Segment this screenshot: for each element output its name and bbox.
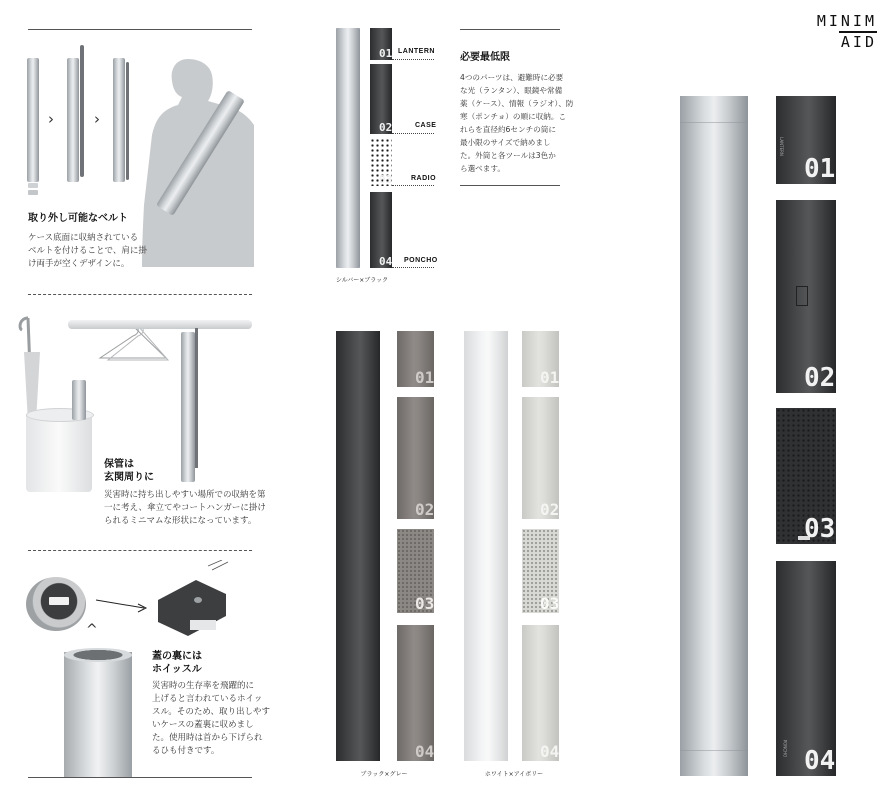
storage-title: 保管は 玄関周りに [104,459,154,483]
hanging-strap [195,328,198,468]
whistle-body: 災害時の生存率を飛躍的に 上げると言われているホイッ スル。そのため、取り出しやす いケースの蓋裏に収めまし た。使用時は首から下げられ るひも付きです。 [152,681,270,756]
tube-open-top [64,652,132,777]
belt-body: ケース底面に収納されている ベルトを付けることで、肩に掛 け両手が空くデザインに。 [28,233,147,269]
belt-strap-1 [80,45,84,177]
part-ivory-01: 01 [522,331,559,387]
part-lantern: 01 [370,28,392,60]
large-part-lantern: LANTERN 01 [776,96,836,184]
umbrella-stand [26,414,92,492]
part-ivory-04: 04 [522,625,559,761]
tube-hanging [181,332,195,482]
label-case: CASE [415,122,437,129]
tube-black [336,331,380,761]
coat-hanger-icon [96,324,170,364]
tube-silver [336,28,360,268]
part-poncho: 04 [370,192,392,268]
up-arrow: ^ [86,622,98,638]
part-case: 02 [370,64,392,134]
brand-logo [815,12,877,51]
part-grey-04: 04 [397,625,434,761]
part-grey-01: 01 [397,331,434,387]
brand-line-2: AID [840,33,877,51]
brand-line-1: MINIM [816,12,877,30]
leader-radio [392,185,434,186]
belt-strap-2 [126,62,129,180]
bottom-rule [28,777,252,778]
brand-divider [839,31,877,33]
part-ivory-02: 02 [522,397,559,519]
divider-dashed-2 [28,550,252,551]
arrow-right-2: › [94,110,100,128]
arrow-right-1: › [48,110,54,128]
part-ivory-03: 03 [522,529,559,613]
hanger-rail [68,320,252,329]
arrow-to-whistle [94,596,150,614]
tube-attached-belt [113,58,125,182]
tube-plain [27,58,39,182]
part-grey-02: 02 [397,397,434,519]
large-part-radio: 03 [776,408,836,544]
variant-silver-black: シルバー×ブラック [335,277,389,284]
label-radio: RADIO [411,175,437,182]
divider-dashed-1 [28,294,252,295]
tube-with-belt [67,58,79,182]
storage-body: 災害時に持ち出しやすい場所での収納を第 一に考え、傘立てやコートハンガーに掛け られるミニマムな形状になっています。 [104,490,266,526]
whistle-icon [152,560,232,638]
belt-title: 取り外し可能なベルト [28,213,128,224]
belt-piece [28,190,38,195]
leader-poncho [392,267,434,268]
essentials-body: 4つのパーツは、避難時に必要 な光（ランタン）、眼鏡や常備 薬（ケース）、情報（ラジオ）、防 寒（ポンチョ）の順に収納。こ れらを直径約6センチの筒に 最小限のサイズで納めまし た。外筒と各ツールは3色か ら選べます。 [460,73,574,173]
essentials-top-rule [460,29,560,30]
variant-black-grey: ブラック×グレー [360,771,408,778]
belt-clip-small [28,183,38,188]
essentials-title: 必要最低限 [460,52,510,63]
label-poncho: PONCHO [404,257,438,264]
variant-white-ivory: ホワイト×アイボリー [484,771,544,778]
part-grey-03: 03 [397,529,434,613]
label-lantern: LANTERN [398,48,435,55]
case-latch [796,286,808,306]
large-part-poncho: PONCHO 04 [776,561,836,776]
tube-white [464,331,508,761]
whistle-title: 蓋の裏には ホイッスル [152,651,202,675]
tube-opening [64,648,132,662]
tube-line-top [680,122,748,123]
leader-lantern [392,59,434,60]
whistle-slot [49,597,69,605]
tube-line-bottom [680,750,748,751]
leader-case [392,133,434,134]
part-radio: 03 [370,138,392,186]
tube-in-stand [72,380,86,420]
essentials-bottom-rule [460,185,560,186]
large-part-case: 02 [776,200,836,393]
tube-silver-large [680,96,748,776]
top-rule [28,29,252,30]
